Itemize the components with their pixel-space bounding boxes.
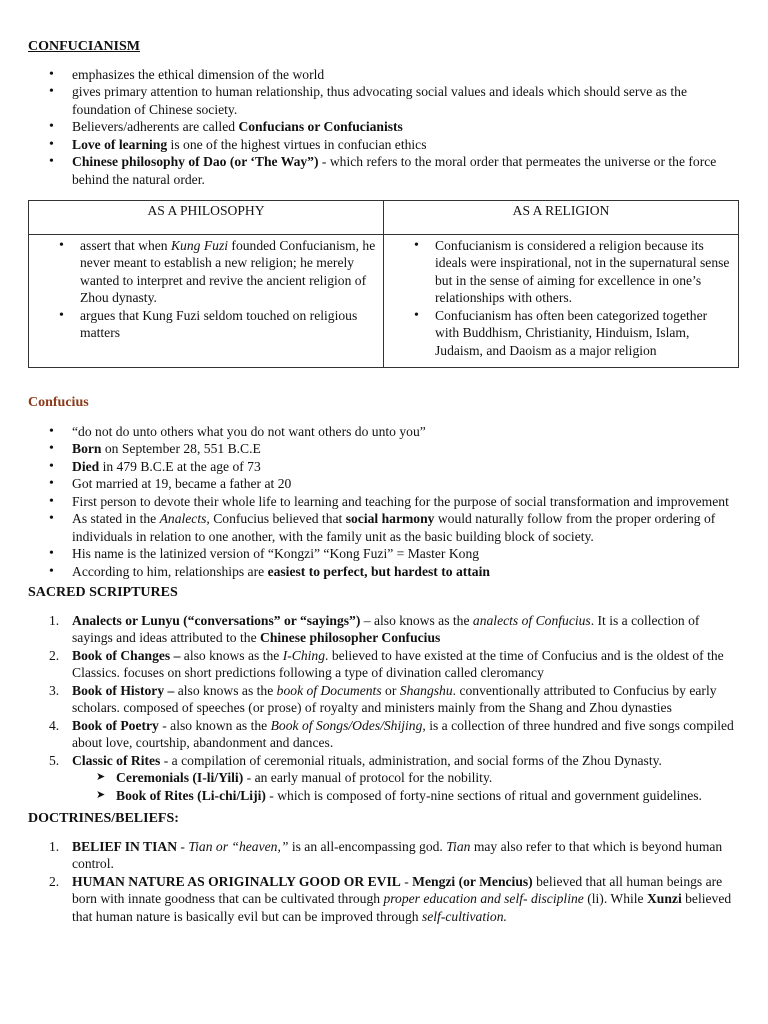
- philosophy-religion-table: [28, 200, 739, 368]
- list-item: • Got married at 19, became a father at 20: [28, 475, 738, 493]
- list-item: • As stated in the Analects, Confucius believed that social harmony would naturally follow from the proper ordering of individuals in relation to one another, with the family unit as the basic building block of society.: [28, 510, 738, 545]
- list-item: 5. Classic of Rites - a compilation of ceremonial rituals, administration, and social forms of the Zhou Dynasty.: [49, 752, 662, 768]
- list-item: • According to him, relationships are easiest to perfect, but hardest to attain: [28, 563, 738, 581]
- list-item: 1. BELIEF IN TIAN - Tian or “heaven,” is an all-encompassing god. Tian may also refer to that which is beyond human control.: [49, 838, 723, 871]
- sacred-scriptures-heading: SACRED SCRIPTURES: [28, 585, 178, 600]
- confucius-heading: Confucius: [28, 395, 89, 410]
- list-item: • Born on September 28, 551 B.C.E: [28, 440, 738, 458]
- rites-sublist: [28, 769, 738, 804]
- doctrines-heading: DOCTRINES/BELIEFS:: [28, 811, 179, 826]
- confucianism-list: [28, 66, 738, 189]
- list-item: • Confucianism is considered a religion because its ideals were inspirational, not in the supernatural sense but in the sense of aiming for excellence in one’s relationships with others.: [388, 237, 732, 307]
- list-item: 3. Book of History – also knows as the book of Documents or Shangshu. conventionally attributed to Confucius by early scholars. composed of speeches (or prose) of royalty and ministers mainly from the Shang and Zhou dynasties: [49, 682, 717, 715]
- list-item: ➤ Book of Rites (Li-chi/Liji) - which is composed of forty-nine sections of ritual and government guidelines.: [96, 787, 702, 803]
- list-item: • Confucianism has often been categorized together with Buddhism, Christianity, Hinduism, Islam, Judaism, and Daoism as a major religion: [388, 307, 732, 360]
- philosophy-cell: [29, 234, 384, 368]
- list-item: 1. Analects or Lunyu (“conversations” or “sayings”) – also knows as the analects of Confucius. It is a collection of sayings and ideas attributed to the Chinese philosopher Confucius: [49, 612, 700, 645]
- list-item: • gives primary attention to human relationship, thus advocating social values and ideals which should serve as the foundation of Chinese society.: [28, 83, 738, 118]
- arrow-bullet-icon: ➤: [96, 771, 106, 783]
- table-header-religion: AS A RELIGION: [384, 201, 739, 235]
- confucius-list: [28, 423, 738, 581]
- list-item: • argues that Kung Fuzi seldom touched on religious matters: [33, 307, 377, 342]
- confucianism-heading: CONFUCIANISM: [28, 39, 140, 54]
- religion-cell: [384, 234, 739, 368]
- list-item: • Love of learning is one of the highest virtues in confucian ethics: [28, 136, 738, 154]
- table-header-philosophy: AS A PHILOSOPHY: [29, 201, 384, 235]
- list-item: • assert that when Kung Fuzi founded Confucianism, he never meant to establish a new religion; he merely wanted to interpret and revive the ancient religion of Zhou dynasty.: [33, 237, 377, 307]
- list-item: • “do not do unto others what you do not want others do unto you”: [28, 423, 738, 441]
- scriptures-list: [28, 612, 738, 770]
- list-item: • Died in 479 B.C.E at the age of 73: [28, 458, 738, 476]
- list-item: 2. HUMAN NATURE AS ORIGINALLY GOOD OR EVIL - Mengzi (or Mencius) believed that all human beings are born with innate goodness that can be cultivated through proper education and self- discipline (li). While Xunzi believed that human nature is basically evil but can be improved through self-cultivation.: [49, 873, 732, 924]
- list-item: • Chinese philosophy of Dao (or ‘The Way”) - which refers to the moral order that permeates the universe or the force behind the natural order.: [28, 153, 738, 188]
- list-item: 4. Book of Poetry - also known as the Book of Songs/Odes/Shijing, is a collection of three hundred and five songs compiled about love, courtship, abandonment and dances.: [49, 717, 734, 750]
- list-item: • First person to devote their whole life to learning and teaching for the purpose of social transformation and improvement: [28, 493, 738, 511]
- list-item: ➤ Ceremonials (I-li/Yili) - an early manual of protocol for the nobility.: [96, 770, 493, 785]
- arrow-bullet-icon: ➤: [96, 788, 106, 801]
- list-item: • Believers/adherents are called Confucians or Confucianists: [28, 118, 738, 136]
- list-item: • emphasizes the ethical dimension of the world: [28, 66, 738, 84]
- doctrines-list: [28, 838, 738, 926]
- list-item: 2. Book of Changes – also knows as the I-Ching. believed to have existed at the time of Confucius and is the oldest of the Classics. focuses on short predictions following a type of divination called cleromancy: [49, 647, 724, 680]
- list-item: • His name is the latinized version of “Kongzi” “Kong Fuzi” = Master Kong: [28, 545, 738, 563]
